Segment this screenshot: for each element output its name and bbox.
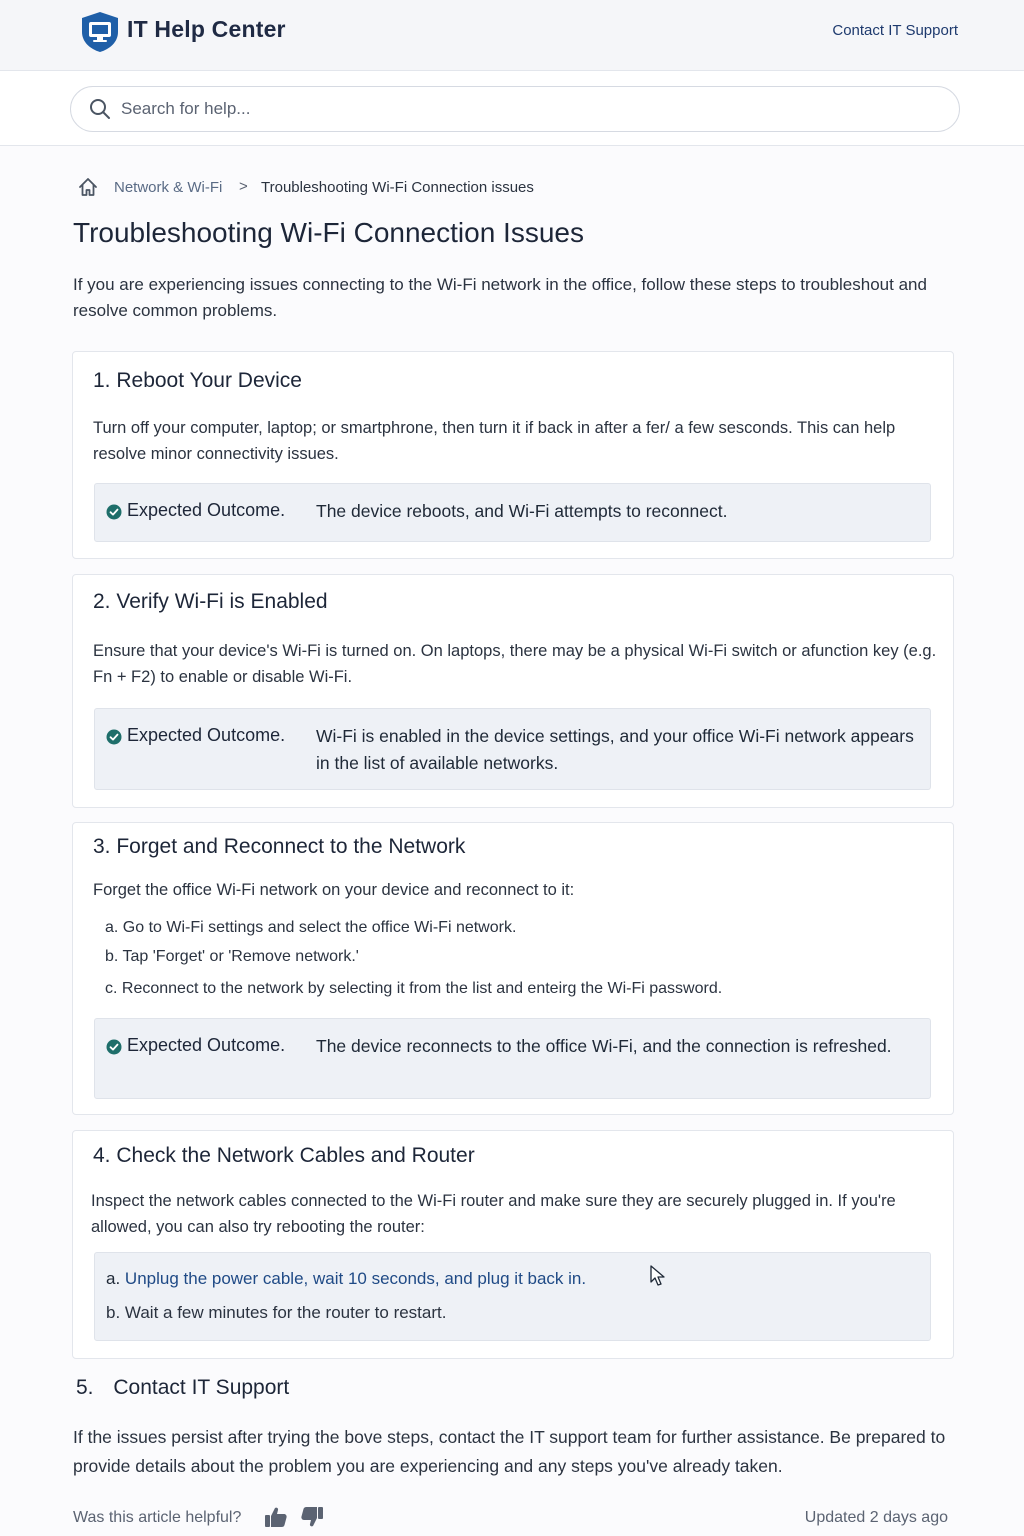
brand-title[interactable]: IT Help Center	[127, 16, 286, 42]
step-text: Forget the office Wi-Fi network on your device and reconnect to it:	[93, 881, 575, 899]
check-circle-icon	[106, 729, 122, 745]
expected-outcome-text: The device reboots, and Wi-Fi attempts to reconnect.	[316, 501, 728, 521]
updated-timestamp: Updated 2 days ago	[804, 1509, 948, 1526]
step-card-2	[72, 574, 954, 808]
substep-prefix: b.	[106, 1303, 121, 1322]
search-box[interactable]	[70, 86, 960, 132]
check-circle-icon	[106, 1039, 122, 1055]
step-text: Ensure that your device's Wi-Fi is turned on. On laptops, there may be a physical Wi-Fi switch or afunction key (e.g. Fn + F2) to enable or disable Wi-Fi.	[93, 642, 937, 686]
expected-outcome-box	[94, 708, 931, 790]
page-title: Troubleshooting Wi-Fi Connection Issues	[73, 217, 584, 248]
substep-item	[106, 1269, 586, 1289]
step-title: 4. Check the Network Cables and Router	[93, 1144, 475, 1167]
search-input[interactable]	[119, 95, 923, 123]
monitor-shield-icon[interactable]	[78, 10, 122, 54]
expected-outcome-label: Expected Outcome.	[127, 725, 286, 745]
breadcrumb-separator: >	[239, 178, 248, 195]
search-bar-area	[0, 71, 1024, 146]
step-title: 1. Reboot Your Device	[93, 369, 302, 392]
step-card-3	[72, 822, 954, 1115]
contact-it-support-link[interactable]: Contact IT Support	[832, 22, 958, 39]
substep-item: b. Tap 'Forget' or 'Remove network.'	[105, 948, 359, 965]
expected-outcome-label: Expected Outcome.	[127, 500, 286, 520]
thumbs-down-icon[interactable]	[299, 1504, 325, 1530]
substep-text: Wait a few minutes for the router to restart.	[124, 1303, 447, 1322]
expected-outcome-text: Wi-Fi is enabled in the device settings, and your office Wi-Fi network appears in the list of available networks.	[316, 726, 914, 773]
substep-item: c. Reconnect to the network by selecting it from the list and enteirg the Wi-Fi password.	[105, 980, 723, 997]
expected-outcome-box	[94, 1018, 931, 1099]
article-intro: If you are experiencing issues connecting to the Wi-Fi network in the office, follow these steps to troubleshout and resolve common problems.	[73, 275, 927, 320]
step-5-number: 5.	[76, 1376, 94, 1399]
top-bar	[0, 0, 1024, 71]
article-footer	[0, 1500, 1024, 1536]
expected-outcome-box	[94, 483, 931, 542]
step-5-text: If the issues persist after trying the bove steps, contact the IT support team for further assistance. Be prepared to provide details about the problem you are experiencing and any steps you've already taken.	[73, 1427, 946, 1476]
check-circle-icon	[106, 504, 122, 520]
step-text: Inspect the network cables connected to the Wi-Fi router and make sure they are securely plugged in. If you're allowed, you can also try rebooting the router:	[91, 1192, 896, 1236]
search-icon	[89, 98, 111, 120]
home-icon[interactable]	[77, 176, 99, 198]
substep-item: a. Go to Wi-Fi settings and select the office Wi-Fi network.	[105, 919, 517, 936]
helpful-question: Was this article helpful?	[73, 1509, 242, 1526]
expected-outcome-label: Expected Outcome.	[127, 1035, 286, 1055]
substep-prefix: a.	[106, 1269, 121, 1288]
thumbs-up-icon[interactable]	[263, 1504, 289, 1530]
step-title: 3. Forget and Reconnect to the Network	[93, 835, 466, 858]
unplug-router-link[interactable]: Unplug the power cable, wait 10 seconds, and plug it back in.	[124, 1269, 587, 1288]
breadcrumb-current: Troubleshooting Wi-Fi Connection issues	[261, 179, 534, 196]
step-text: Turn off your computer, laptop; or smartphrone, then turn it if back in after a fer/ a few sesconds. This can help resolve minor connectivity issues.	[93, 419, 896, 463]
breadcrumb-network-wifi[interactable]: Network & Wi-Fi	[114, 179, 223, 196]
mouse-cursor-icon	[649, 1265, 667, 1287]
step-card-4	[72, 1130, 954, 1359]
substeps-box	[94, 1252, 931, 1341]
step-title: 2. Verify Wi-Fi is Enabled	[93, 590, 328, 613]
substep-item	[106, 1303, 446, 1323]
step-5-title-text: Contact IT Support	[113, 1376, 290, 1399]
step-card-1	[72, 351, 954, 559]
step-5-title	[76, 1376, 289, 1400]
expected-outcome-text: The device reconnects to the office Wi-Fi, and the connection is refreshed.	[316, 1036, 892, 1056]
